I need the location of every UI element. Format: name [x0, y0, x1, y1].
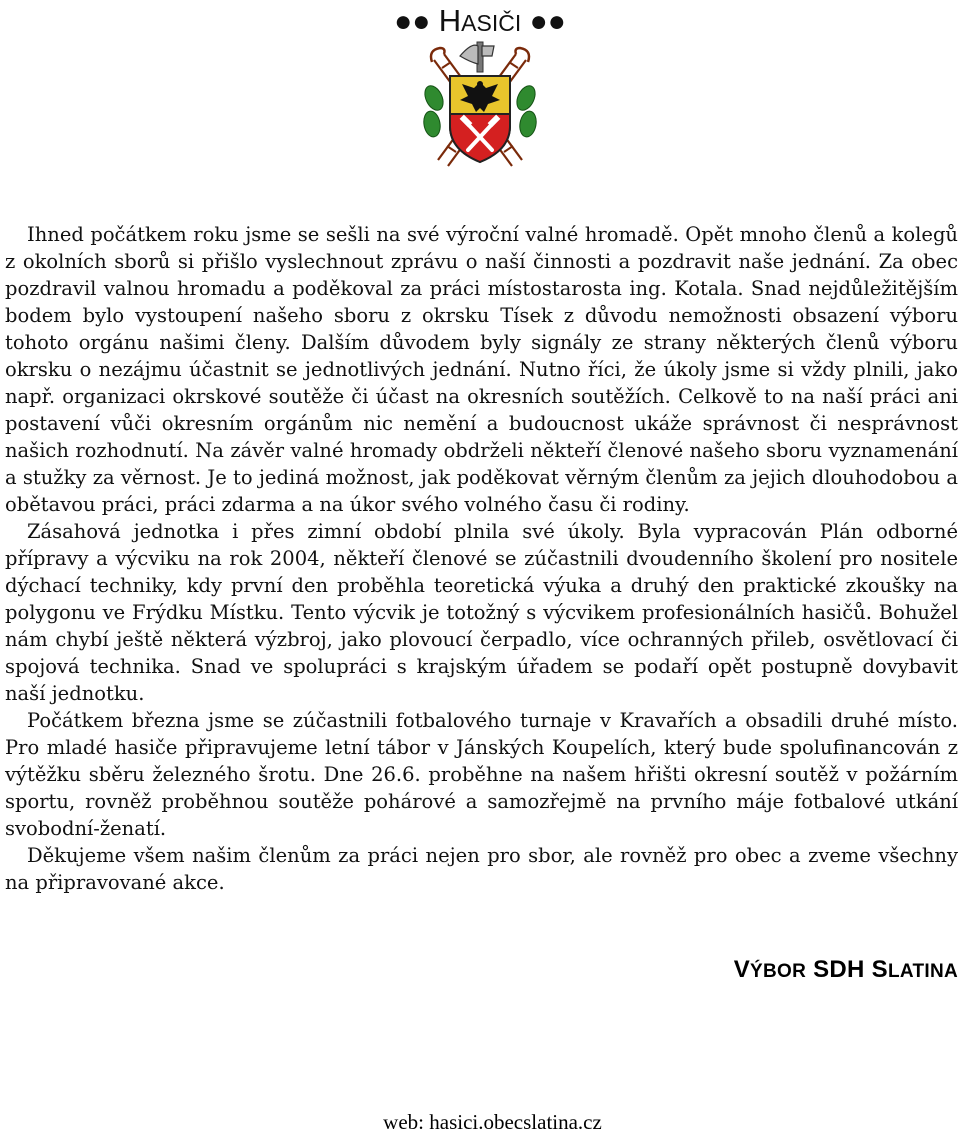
title-bullets-left: ●●	[394, 5, 431, 38]
paragraph-events: Počátkem března jsme se zúčastnili fotbalového turnaje v Kravařích a obsadili druhé místo. Pro mladé hasiče připravujeme letní tábor v Jánských Koupelích, který bude spolufinancován z výtěžku sběru železného šrotu. Dne 26.6. proběhne na našem hřišti okresní soutěž v požárním sportu, rovněž proběhnou soutěže pohárové a samozřejmě na prvního máje fotbalové utkání svobodní-ženatí.	[5, 709, 958, 840]
firefighters-coat-of-arms-icon	[420, 38, 540, 170]
footer-web-link[interactable]: web: hasici.obecslatina.cz	[383, 1110, 602, 1134]
paragraph-response-unit: Zásahová jednotka i přes zimní období plnila své úkoly. Byla vypracován Plán odborné přípravy a výcviku na rok 2004, někteří členové se zúčastnili dvoudenního školení pro nositele dýchací techniky, kdy první den proběhla teoretická výuka a druhý den praktické zkoušky na polygonu ve Frýdku Místku. Tento výcvik je totožný s výcvikem profesionálních hasičů. Bohužel nám chybí ještě některá výzbroj, jako plovoucí čerpadlo, více ochranných přileb, osvětlovací či spojová technika. Snad ve spolupráci s krajským úřadem se podaří opět postupně dovybavit naší jednotku.	[5, 520, 958, 705]
article-body	[5, 221, 958, 896]
title-bullets-right: ●●	[529, 5, 566, 38]
title-initial: H	[438, 3, 462, 38]
page-title	[0, 0, 960, 42]
signature	[734, 956, 958, 984]
signature-sdh: SDH	[813, 956, 865, 983]
signature-ybor: ÝBOR	[750, 961, 807, 982]
title-rest: ASIČI	[461, 10, 522, 36]
paragraph-thanks: Děkujeme všem našim členům za práci nejen pro sbor, ale rovněž pro obec a zveme všechny na připravované akce.	[5, 844, 958, 894]
signature-s: S	[871, 956, 888, 983]
paragraph-annual-meeting: Ihned počátkem roku jsme se sešli na své výroční valné hromadě. Opět mnoho členů a kolegů z okolních sborů si přišlo vyslechnout zprávu o naší činnosti a pozdravit naše jednání. Za obec pozdravil valnou hromadu a poděkoval za práci místostarosta ing. Kotala. Snad nejdůležitějším bodem bylo vystoupení našeho sboru z okrsku Tísek z důvodu nemožnosti obsazení výboru tohoto orgánu našimi členy. Dalším důvodem byly signály ze strany některých členů výboru okrsku o nezájmu účastnit se jednotlivých jednání. Nutno říci, že úkoly jsme si vždy plnili, jako např. organizaci okrskové soutěže či účast na okresních soutěžích. Celkově to na naší práci ani postavení vůči okresním orgánům nic nemění a budoucnost ukáže správnost či nesprávnost našich rozhodnutí. Na závěr valné hromady obdrželi někteří členové našeho sboru vyznamenání a stužky za věrnost. Je to jediná možnost, jak poděkovat věrným členům za jejich dlouhodobou a obětavou práci, práci zdarma a na úkor svého volného času či rodiny.	[5, 223, 958, 516]
signature-v: V	[733, 956, 751, 983]
signature-latina: LATINA	[887, 961, 958, 982]
